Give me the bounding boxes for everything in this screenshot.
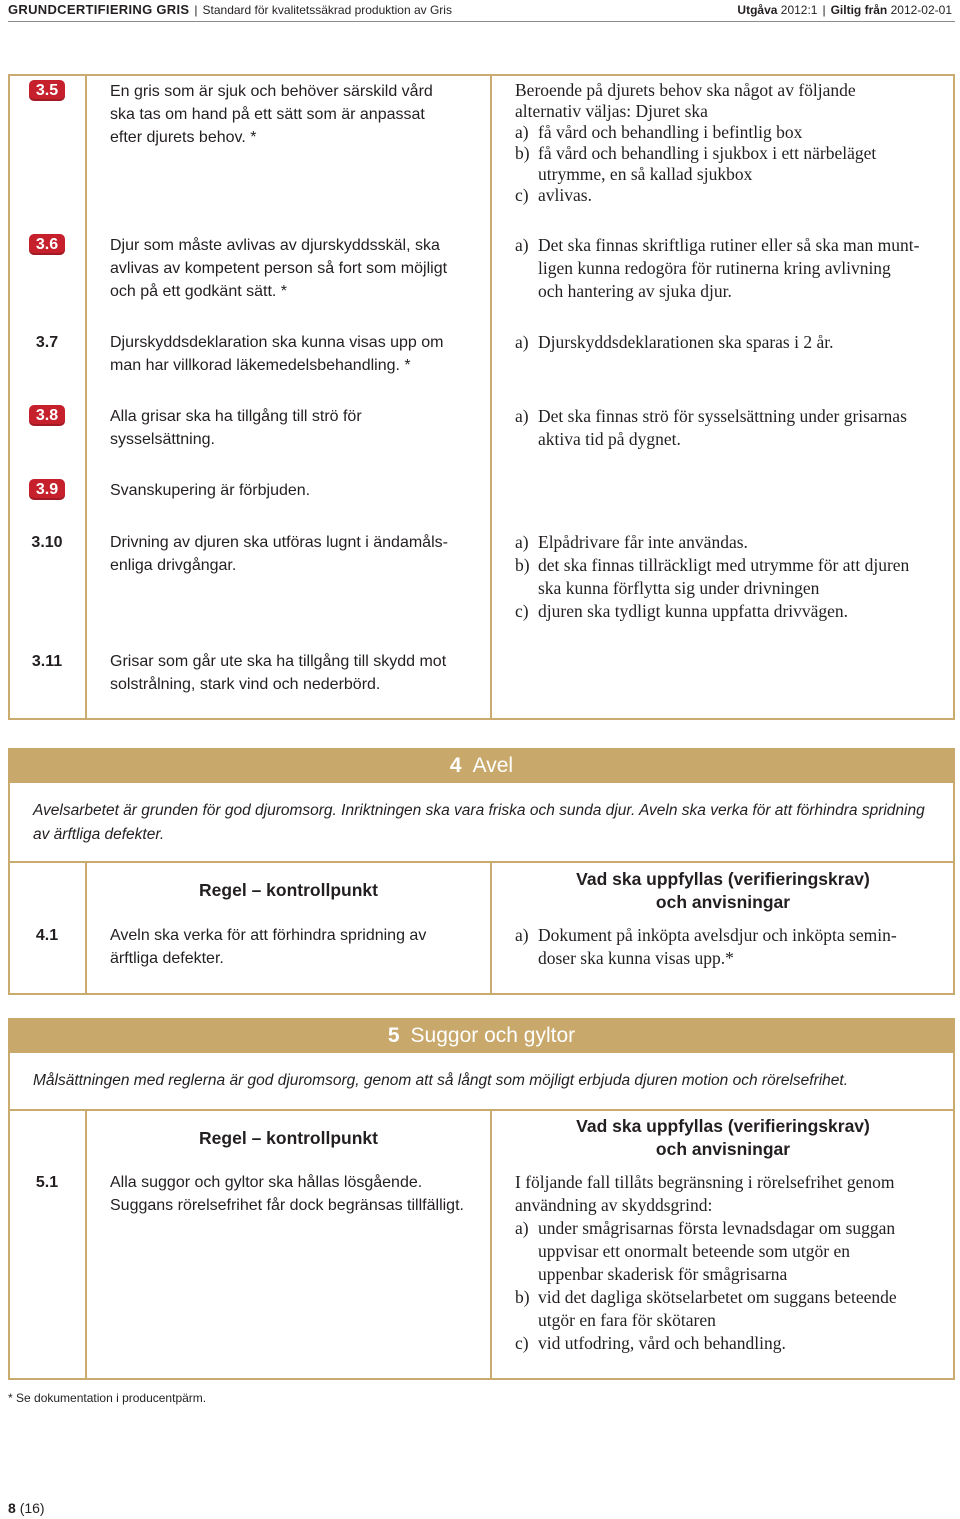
requirement-item-label: c) (515, 1333, 529, 1353)
requirement-item (515, 122, 951, 143)
rule-text (110, 479, 486, 502)
requirement-item-line: ska kunna förflytta sig under drivningen (538, 578, 820, 598)
requirement-item (515, 531, 951, 554)
column-header-rule: Regel – kontrollpunkt (199, 880, 378, 900)
rule-number: 5.1 (35, 1174, 59, 1191)
rule-text (110, 80, 486, 149)
requirement-item-label: c) (515, 185, 529, 205)
rule-number-cell (8, 405, 86, 428)
requirement-item-label: b) (515, 143, 530, 163)
rule-line: Suggans rörelsefrihet får dock begränsas tillfälligt. (110, 1197, 464, 1214)
section-intro-line: Avelsarbetet är grunden för god djuromsorg. Inriktningen ska vara friska och sunda djur. Aveln ska verka för att förhindra spridning (33, 802, 925, 819)
requirement-text (515, 924, 951, 970)
requirement-item-line: doser ska kunna visas upp.* (538, 948, 734, 968)
requirement-item-line: uppenbar skaderisk för smågrisarna (538, 1264, 788, 1284)
rule-text (110, 650, 486, 696)
page-number (8, 1499, 45, 1517)
rule-number-cell (8, 650, 86, 673)
rule-line: avlivas av kompetent person så fort som möjligt (110, 260, 448, 277)
rule-line: enliga drivgångar. (110, 557, 237, 574)
requirement-item-line: ligen kunna redogöra för rutinerna kring avlivning (538, 258, 891, 278)
requirement-item (515, 600, 951, 623)
rule-number-badge: 3.8 (29, 405, 65, 426)
requirement-item-line: utrymme, en så kallad sjukbox (538, 164, 753, 184)
rule-line: sysselsättning. (110, 431, 215, 448)
rule-number-badge: 3.9 (29, 479, 65, 500)
header-divider (8, 21, 955, 22)
rule-line: Svanskupering är förbjuden. (110, 482, 311, 499)
requirement-item-line: få vård och behandling i sjukbox i ett närbeläget (538, 143, 877, 163)
column-header-line: och anvisningar (655, 892, 791, 912)
rule-line: Alla grisar ska ha tillgång till strö för (110, 408, 362, 425)
column-header-line: Vad ska uppfyllas (verifieringskrav) (576, 869, 870, 889)
requirement-item (515, 331, 951, 354)
rule-line: Aveln ska verka för att förhindra spridning av (110, 927, 427, 944)
table-top-divider (8, 861, 955, 863)
requirement-item-line: uppvisar ett onormalt beteende som utgör en (538, 1241, 851, 1261)
rule-line: Grisar som går ute ska ha tillgång till skydd mot (110, 653, 447, 670)
requirement-item-label: b) (515, 555, 530, 575)
rule-line: efter djurets behov. * (110, 129, 257, 146)
section-intro-line: Målsättningen med reglerna är god djuromsorg, genom att så långt som möjligt erbjuda djuren motion och rörelsefrihet. (33, 1072, 849, 1089)
requirement-item-line: det ska finnas tillräckligt med utrymme för att djuren (538, 555, 910, 575)
requirement-item-label: a) (515, 925, 529, 945)
column-divider (85, 1110, 87, 1380)
requirement-item (515, 185, 951, 206)
requirement-text (515, 234, 951, 303)
rule-text (110, 531, 486, 577)
requirement-item (515, 1332, 951, 1355)
requirement-item (515, 234, 951, 303)
requirement-item-line: Dokument på inköpta avelsdjur och inköpta semin- (538, 925, 897, 945)
requirement-item-line: Det ska finnas strö för sysselsättning under grisarnas (538, 406, 907, 426)
rule-text (110, 924, 486, 970)
requirement-item-label: b) (515, 1287, 530, 1307)
rule-text (110, 234, 486, 303)
requirement-item (515, 554, 951, 600)
rule-number-cell (8, 924, 86, 947)
section-title: Suggor och gyltor (410, 1024, 576, 1047)
requirement-text (515, 1171, 951, 1355)
requirement-intro-line: Beroende på djurets behov ska något av följande (515, 80, 856, 100)
rule-number-cell (8, 80, 86, 103)
rule-number-cell (8, 531, 86, 554)
requirement-item (515, 1217, 951, 1286)
requirement-item-line: Det ska finnas skriftliga rutiner eller så ska man munt- (538, 235, 920, 255)
rule-number-cell (8, 479, 86, 502)
requirement-item-label: a) (515, 332, 529, 352)
rule-text (110, 1171, 486, 1217)
document-title: GRUNDCERTIFIERING GRIS (8, 2, 190, 17)
header-separator: | (822, 3, 826, 17)
requirement-item-label: a) (515, 235, 529, 255)
rule-number: 4.1 (35, 927, 59, 944)
section-title: Avel (472, 754, 514, 777)
rule-number-cell (8, 331, 86, 354)
page-header-right (737, 1, 952, 19)
rule-number: 3.11 (31, 653, 63, 670)
requirement-item-line: djuren ska tydligt kunna uppfatta drivvägen. (538, 601, 849, 621)
rule-number-cell (8, 234, 86, 257)
rule-line: Alla suggor och gyltor ska hållas lösgående. (110, 1174, 423, 1191)
rule-line: En gris som är sjuk och behöver särskild vård (110, 83, 433, 100)
column-header-rule: Regel – kontrollpunkt (199, 1128, 378, 1148)
requirement-item-line: under smågrisarnas första levnadsdagar om suggan (538, 1218, 896, 1238)
rule-text (110, 331, 486, 377)
rule-number: 3.10 (31, 534, 63, 551)
rule-number: 3.7 (35, 334, 59, 351)
document-subtitle: Standard för kvalitetssäkrad produktion av Gris (202, 3, 452, 17)
requirement-item (515, 1286, 951, 1332)
requirement-intro-line: I följande fall tillåts begränsning i rörelsefrihet genom (515, 1172, 895, 1192)
requirement-text (515, 531, 951, 623)
requirement-intro-line: alternativ väljas: Djuret ska (515, 101, 708, 121)
requirement-item-label: a) (515, 1218, 529, 1238)
rule-line: och på ett godkänt sätt. * (110, 283, 288, 300)
column-header-requirement (491, 868, 955, 914)
requirement-item-line: vid utfodring, vård och behandling. (538, 1333, 786, 1353)
rule-number-badge: 3.6 (29, 234, 65, 255)
edition-value: 2012:1 (780, 3, 818, 17)
column-header-line: Vad ska uppfyllas (verifieringskrav) (576, 1116, 870, 1136)
requirement-text (515, 405, 951, 451)
requirement-text (515, 80, 951, 206)
column-divider (85, 74, 87, 720)
table-top-divider (8, 1109, 955, 1111)
page-total: (16) (19, 1500, 45, 1516)
valid-from-label: Giltig från (830, 3, 888, 17)
requirement-text (515, 331, 951, 354)
section-number: 4 (449, 754, 462, 777)
column-header-requirement (491, 1115, 955, 1161)
requirement-item (515, 924, 951, 970)
requirement-item-label: c) (515, 601, 529, 621)
rule-line: Drivning av djuren ska utföras lugnt i ändamåls- (110, 534, 448, 551)
rule-line: man har villkorad läkemedelsbehandling. * (110, 357, 411, 374)
requirement-item-label: a) (515, 532, 529, 552)
requirement-item-line: Elpådrivare får inte användas. (538, 532, 748, 552)
requirement-item-line: och hantering av sjuka djur. (538, 281, 732, 301)
page-header-left (8, 1, 452, 19)
requirement-item-line: utgör en fara för skötaren (538, 1310, 716, 1330)
rule-number-badge: 3.5 (29, 80, 65, 101)
requirement-item (515, 405, 951, 451)
section-number: 5 (387, 1024, 400, 1047)
valid-from-value: 2012-02-01 (890, 3, 952, 17)
requirement-item-line: vid det dagliga skötselarbetet om suggans beteende (538, 1287, 897, 1307)
column-divider (490, 74, 492, 720)
rule-line: ska tas om hand på ett sätt som är anpassat (110, 106, 425, 123)
footnote: * Se dokumentation i producentpärm. (8, 1391, 207, 1405)
rule-line: ärftliga defekter. (110, 950, 224, 967)
requirement-item-line: få vård och behandling i befintlig box (538, 122, 803, 142)
rule-number-cell (8, 1171, 86, 1194)
requirement-item-line: avlivas. (538, 185, 592, 205)
requirement-item-label: a) (515, 406, 529, 426)
requirement-item-label: a) (515, 122, 529, 142)
requirement-item (515, 143, 951, 185)
rule-line: Djur som måste avlivas av djurskyddsskäl, ska (110, 237, 440, 254)
requirement-item-line: aktiva tid på dygnet. (538, 429, 681, 449)
page-current: 8 (8, 1500, 16, 1516)
section-header-4 (8, 748, 955, 783)
rule-line: Djurskyddsdeklaration ska kunna visas upp om (110, 334, 444, 351)
requirement-intro-line: användning av skyddsgrind: (515, 1195, 713, 1215)
requirement-item-line: Djurskyddsdeklarationen ska sparas i 2 år. (538, 332, 834, 352)
rule-text (110, 405, 486, 451)
rule-line: solstrålning, stark vind och nederbörd. (110, 676, 381, 693)
edition-label: Utgåva (737, 3, 778, 17)
section-intro-line: av ärftliga defekter. (33, 826, 165, 843)
column-header-line: och anvisningar (655, 1139, 791, 1159)
section-header-5 (8, 1018, 955, 1053)
header-separator: | (194, 3, 198, 17)
